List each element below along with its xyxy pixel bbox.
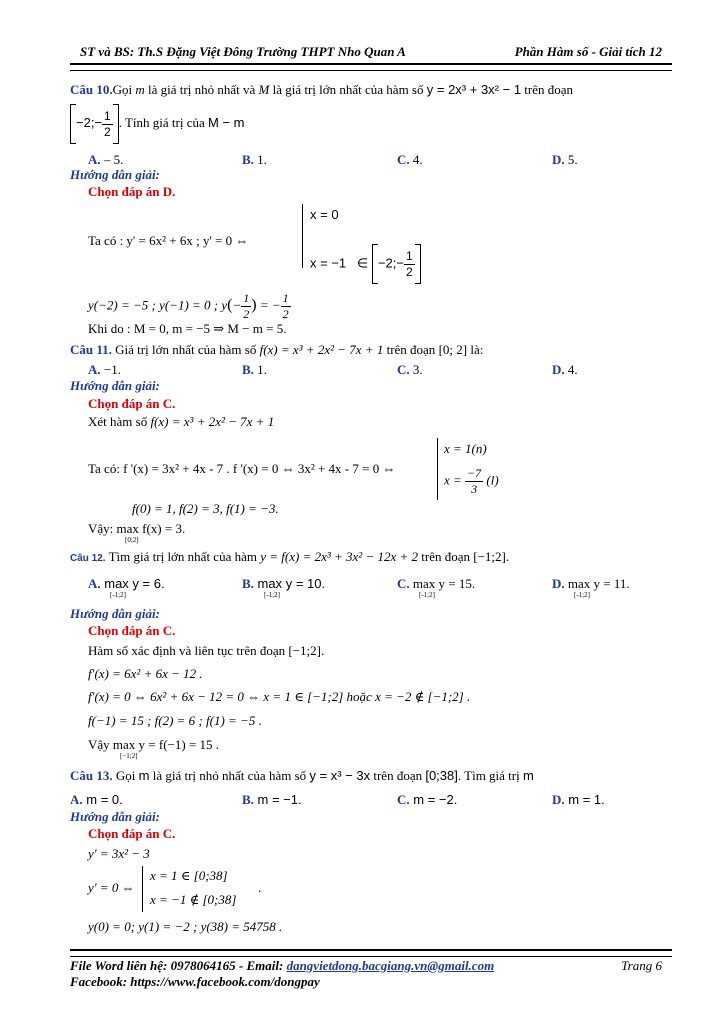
q13-root-2: x = −1 ∉ [0;38] [150,892,237,907]
q12-option-c-sub: [-1;2] [419,591,435,599]
q12-option-c: C. max y = 15. [397,576,476,591]
q10-option-b: B. 1. [242,152,267,167]
q12-conclusion: Vậy max y = f(−1) = 15 . [88,737,220,752]
q13-step-2: y' = 0 ⇔ [88,880,135,895]
q10-option-a: A. – 5. [88,152,124,167]
q11-root-1: x = 1(n) [444,441,487,456]
q10-derivative: Ta có : y' = 6x² + 6x ; y' = 0 ⇔ [88,233,249,248]
q12-guide: Hướng dẫn giải: [70,606,160,621]
q12-step-2: f′(x) = 6x² + 6x − 12 . [88,666,203,681]
footer-rule [70,949,672,957]
q11-option-b: B. 1. [242,362,267,377]
q10-root-1: x = 0 [310,207,339,222]
q10-root-2: x = −1 ∈ −2;− $\frac{1}{2}$ [310,244,421,284]
q11-guide: Hướng dẫn giải: [70,378,160,393]
q10-stem: Câu 10.Gọi m là giá trị nhỏ nhất và M là giá trị lớn nhất của hàm số y = 2x³ + 3x² − 1 trên đoạn [70,82,574,97]
q11-max-subscript: [0;2] [125,536,139,544]
q11-root-2: x = $\frac{-7}{3}$ (l) [444,466,499,496]
q10-option-c: C. 4. [397,152,423,167]
q10-interval-line: −2;− $\frac{1}{2}$ . Tính giá trị của M − m [70,104,245,144]
q11-option-c: C. 3. [397,362,423,377]
q12-step-1: Hàm số xác định và liên tục trên đoạn [−1;2]. [88,643,325,658]
q13-label: Câu 13. [70,768,113,783]
q11-values: f(0) = 1, f(2) = 3, f(1) = −3. [132,501,279,516]
q10-conclusion: Khi do : M = 0, m = −5 ⇒ M − m = 5. [88,321,287,336]
q13-option-b: B. m = −1. [242,792,302,807]
q12-function: y = f(x) = 2x³ + 3x² − 12x + 2 [260,549,419,564]
q12-step-4: f(−1) = 15 ; f(2) = 6 ; f(1) = −5 . [88,713,262,728]
header-section: Phần Hàm số - Giải tích 12 [514,44,662,59]
q11-function: f(x) = x³ + 2x² − 7x + 1 [259,342,384,357]
q12-stem: Câu 12. Tìm giá trị lớn nhất của hàm y = f(x) = 2x³ + 3x² − 12x + 2 trên đoạn [−1;2]. [70,549,510,564]
q12-step-3: f′(x) = 0 ⇔ 6x² + 6x − 12 = 0 ⇔ x = 1 ∈ [−1;2] hoặc x = −2 ∉ [−1;2] . [88,689,471,704]
q10-values: y(−2) = −5 ; y(−1) = 0 ; y(− $\frac{1}{2}$ ) = − $\frac{1}{2}$ [88,291,289,321]
q11-option-a: A. −1. [88,362,121,377]
q12-option-b-sub: [-1;2] [264,591,280,599]
q12-option-d-sub: [-1;2] [574,591,590,599]
q11-label: Câu 11. [70,342,112,357]
q12-label: Câu 12. [70,553,106,564]
page-footer: File Word liên hệ: 0978064165 - Email: dangvietdong.bacgiang.vn@gmail.com Facebook: https://www.facebook.com/dongpay [70,958,495,989]
q13-step-3: y(0) = 0; y(1) = −2 ; y(38) = 54758 . [88,919,283,934]
footer-email-link[interactable]: dangvietdong.bacgiang.vn@gmail.com [286,958,495,973]
page-header [70,40,672,64]
q13-stem: Câu 13. Gọi m là giá trị nhỏ nhất của hàm số y = x³ − 3x trên đoạn [0;38]. Tìm giá trị m [70,768,534,783]
q10-guide: Hướng dẫn giải: [70,167,160,182]
q10-function: y = 2x³ + 3x² − 1 [426,82,522,97]
q11-answer: Chọn đáp án C. [88,396,176,411]
q12-answer: Chọn đáp án C. [88,623,176,638]
q11-consider: Xét hàm số f(x) = x³ + 2x² − 7x + 1 [88,414,275,429]
q12-option-b: B. max y = 10. [242,576,326,591]
q11-conclusion: Vậy: max f(x) = 3. [88,521,186,536]
q13-guide: Hướng dẫn giải: [70,809,160,824]
q11-derivative: Ta có: f '(x) = 3x² + 4x - 7 . f '(x) = 0 ⇔ 3x² + 4x - 7 = 0 ⇔ [88,461,396,476]
q12-option-a: A. max y = 6. [88,576,165,591]
page-number: Trang 6 [621,958,662,973]
q13-function: y = x³ − 3x [309,768,371,783]
q13-answer: Chọn đáp án C. [88,826,176,841]
q12-max-subscript: [−1;2] [120,752,138,760]
q12-option-a-sub: [-1;2] [110,591,126,599]
q13-option-c: C. m = −2. [397,792,458,807]
q13-root-1: x = 1 ∈ [0;38] [150,868,228,883]
q13-option-d: D. m = 1. [552,792,605,807]
q10-label: Câu 10. [70,82,113,97]
q10-answer: Chọn đáp án D. [88,184,176,199]
q10-option-d: D. 5. [552,152,578,167]
header-author: ST và BS: Th.S Đặng Việt Đông Trường THPT Nho Quan A [80,44,406,59]
q13-option-a: A. m = 0. [70,792,123,807]
footer-facebook: Facebook: https://www.facebook.com/dongpay [70,974,320,989]
header-rule [70,63,672,71]
q11-stem: Câu 11. Giá trị lớn nhất của hàm số f(x) = x³ + 2x² − 7x + 1 trên đoạn [0; 2] là: [70,342,484,357]
document-page: ST và BS: Th.S Đặng Việt Đông Trường THPT Nho Quan A Phần Hàm số - Giải tích 12 Câu 10.Gọi m là giá trị nhỏ nhất và M là giá trị lớn nhất của hàm số y = 2x³ + 3x² − 1 trên đoạn −2;− $\frac{1}{2}$ . Tính giá trị của M − m A. – 5. B. 1. C. 4. D. 5. Hướng dẫn giải: Chọn đáp án D. Ta có : y' = 6x² + 6x ; y' = 0 ⇔ x = 0 x = −1 ∈ −2;− $\frac{1}{2}$ y(−2) = −5 ; y(−1) = 0 ; y(− $\frac{1}{2}$ ) = − $\frac{1}{2}$ Khi do : M = 0, m = −5 ⇒ M − m = 5. Câu 11. Giá trị lớn nhất của hàm số f(x) = x³ + 2x² − 7x + 1 trên đoạn [0; 2] là: A. −1. B. 1. C. 3. D. 4. Hướng dẫn giải: Chọn đáp án C. Xét hàm số f(x) = x³ + 2x² − 7x + 1 Ta có: f '(x) = 3x² + 4x - 7 . f '(x) = 0 ⇔ 3x² + 4x - 7 = 0 ⇔ x = 1(n) x = $\frac{-7}{3}$ (l) f(0) = 1, f(2) = 3, f(1) = −3. Vậy: max f(x) = 3. [0;2] Câu 12. Tìm giá trị lớn nhất của hàm y = f(x) = 2x³ + 3x² − 12x + 2 trên đoạn [−1;2]. A. max y = 6. [-1;2] B. max y = 10. [-1;2] C. max y = 15. [-1;2] D. max y = 11. [-1;2] Hướng dẫn giải: Chọn đáp án C. Hàm số xác định và liên tục trên đoạn [−1;2]. f′(x) = 6x² + 6x − 12 . f′(x) = 0 ⇔ 6x² + 6x − 12 = 0 ⇔ x = 1 ∈ [−1;2] hoặc x = −2 ∉ [−1;2] . f(−1) = 15 ; f(2) = 6 ; f(1) = −5 . Vậy max y = f(−1) = 15 . [−1;2] Câu 13. Gọi m là giá trị nhỏ nhất của hàm số y = x³ − 3x trên đoạn [0;38]. Tìm giá trị m A. m = 0. B. m = −1. C. m = −2. D. m = 1. Hướng dẫn giải: Chọn đáp án C. y' = 3x² − 3 y' = 0 ⇔ x = 1 ∈ [0;38] x = −1 ∉ [0;38] . y(0) = 0; y(1) = −2 ; y(38) = 54758 . File Word liên hệ: 0978064165 - Email: dangvietdong.bacgiang.vn@gmail.com Facebook: https://www.facebook.com/dongpay Trang 6 [0,0,724,1024]
q13-step-1: y' = 3x² − 3 [88,846,150,861]
q11-option-d: D. 4. [552,362,578,377]
q12-option-d: D. max y = 11. [552,576,630,591]
